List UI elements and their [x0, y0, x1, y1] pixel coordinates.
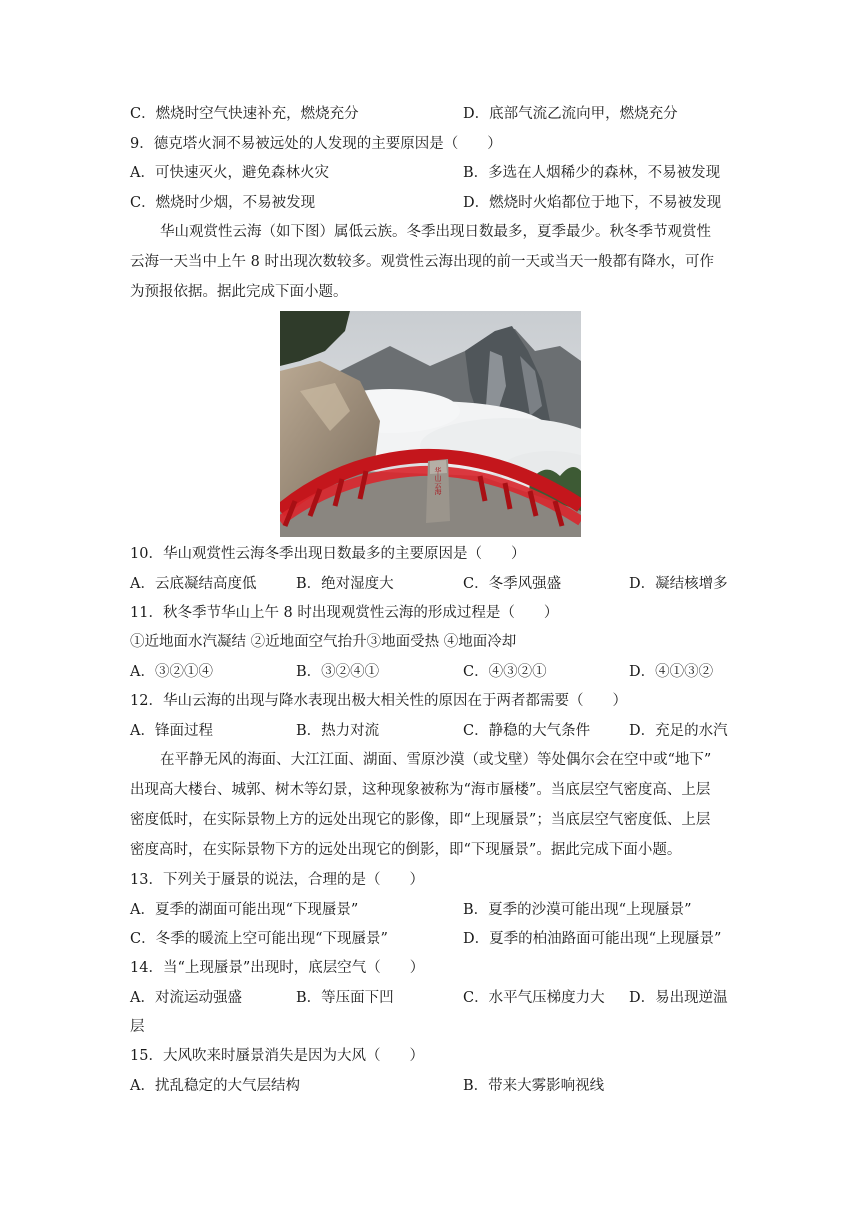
q12-option-d: D．充足的水汽: [629, 723, 728, 739]
passage-huashan-line: 为预报依据。据此完成下面小题。: [130, 284, 348, 300]
q13-option-b: B．夏季的沙漠可能出现“上现蜃景”: [463, 902, 692, 918]
q10-option-d: D．凝结核增多: [629, 576, 728, 592]
q14-option-c: C．水平气压梯度力大: [463, 990, 605, 1006]
q10-stem: 10．华山观赏性云海冬季出现日数最多的主要原因是（ ）: [130, 546, 526, 562]
passage-huashan: [130, 217, 732, 307]
q11-option-c: C．④③②①: [463, 664, 547, 680]
q13-option-d: D．夏季的柏油路面可能出现“上现蜃景”: [463, 931, 722, 947]
passage-mirage-line: 密度高时，在实际景物下方的远处出现它的倒影，即“下现蜃景”。据此完成下面小题。: [130, 842, 682, 858]
q13-stem: 13．下列关于蜃景的说法，合理的是（ ）: [130, 872, 424, 888]
q11-items: ①近地面水汽凝结 ②近地面空气抬升③地面受热 ④地面冷却: [130, 634, 517, 650]
q10-option-c: C．冬季风强盛: [463, 576, 562, 592]
q11-option-d: D．④①③②: [629, 664, 714, 680]
passage-huashan-line: 云海一天当中上午 8 时出现次数较多。观赏性云海出现的前一天或当天一般都有降水，可作: [130, 254, 714, 270]
q8-option-c: C．燃烧时空气快速补充，燃烧充分: [130, 106, 359, 122]
passage-mirage-line: 出现高大楼台、城郭、树木等幻景，这种现象被称为“海市蜃楼”。当底层空气密度高、上层: [130, 782, 711, 798]
q9-stem: 9．德克塔火洞不易被远处的人发现的主要原因是（ ）: [130, 136, 502, 152]
q14-option-a: A．对流运动强盛: [130, 990, 242, 1006]
q10-option-b: B．绝对湿度大: [296, 576, 394, 592]
q10-option-a: A．云底凝结高度低: [130, 576, 257, 592]
q13-option-c: C．冬季的暖流上空可能出现“下现蜃景”: [130, 931, 388, 947]
q9-option-c: C．燃烧时少烟，不易被发现: [130, 195, 316, 211]
stone-marker-text: 华山云海: [434, 467, 442, 495]
q11-option-a: A．③②①④: [130, 664, 213, 680]
passage-mirage-line: 密度低时，在实际景物上方的远处出现它的影像，即“上现蜃景”；当底层空气密度低、上层: [130, 812, 711, 828]
q14-stem: 14．当“上现蜃景”出现时，底层空气（ ）: [130, 960, 425, 976]
q15-option-b: B．带来大雾影响视线: [463, 1078, 605, 1094]
q12-stem: 12．华山云海的出现与降水表现出极大相关性的原因在于两者都需要（ ）: [130, 693, 627, 709]
q8-option-d: D．底部气流乙流向甲，燃烧充分: [463, 106, 678, 122]
q12-option-c: C．静稳的大气条件: [463, 723, 591, 739]
q9-option-d: D．燃烧时火焰都位于地下，不易被发现: [463, 195, 722, 211]
q15-stem: 15．大风吹来时蜃景消失是因为大风（ ）: [130, 1048, 424, 1064]
q9-option-a: A．可快速灭火，避免森林火灾: [130, 165, 329, 181]
q12-option-b: B．热力对流: [296, 723, 380, 739]
huashan-cloud-sea-photo: [280, 311, 581, 537]
q15-option-a: A．扰乱稳定的大气层结构: [130, 1078, 300, 1094]
q13-option-a: A．夏季的湖面可能出现“下现蜃景”: [130, 902, 359, 918]
passage-mirage: [130, 745, 732, 865]
q14-option-d-continued: 层: [130, 1019, 145, 1035]
q14-option-b: B．等压面下凹: [296, 990, 394, 1006]
passage-huashan-line: 华山观赏性云海（如下图）属低云族。冬季出现日数最多，夏季最少。秋冬季节观赏性: [160, 224, 711, 240]
q12-option-a: A．锋面过程: [130, 723, 213, 739]
q11-option-b: B．③②④①: [296, 664, 380, 680]
q14-option-d: D．易出现逆温: [629, 990, 728, 1006]
passage-mirage-line: 在平静无风的海面、大江江面、湖面、雪原沙漠（或戈壁）等处偶尔会在空中或“地下”: [160, 752, 712, 768]
q11-stem: 11．秋冬季节华山上午 8 时出现观赏性云海的形成过程是（ ）: [130, 605, 559, 621]
q9-option-b: B．多选在人烟稀少的森林，不易被发现: [463, 165, 721, 181]
